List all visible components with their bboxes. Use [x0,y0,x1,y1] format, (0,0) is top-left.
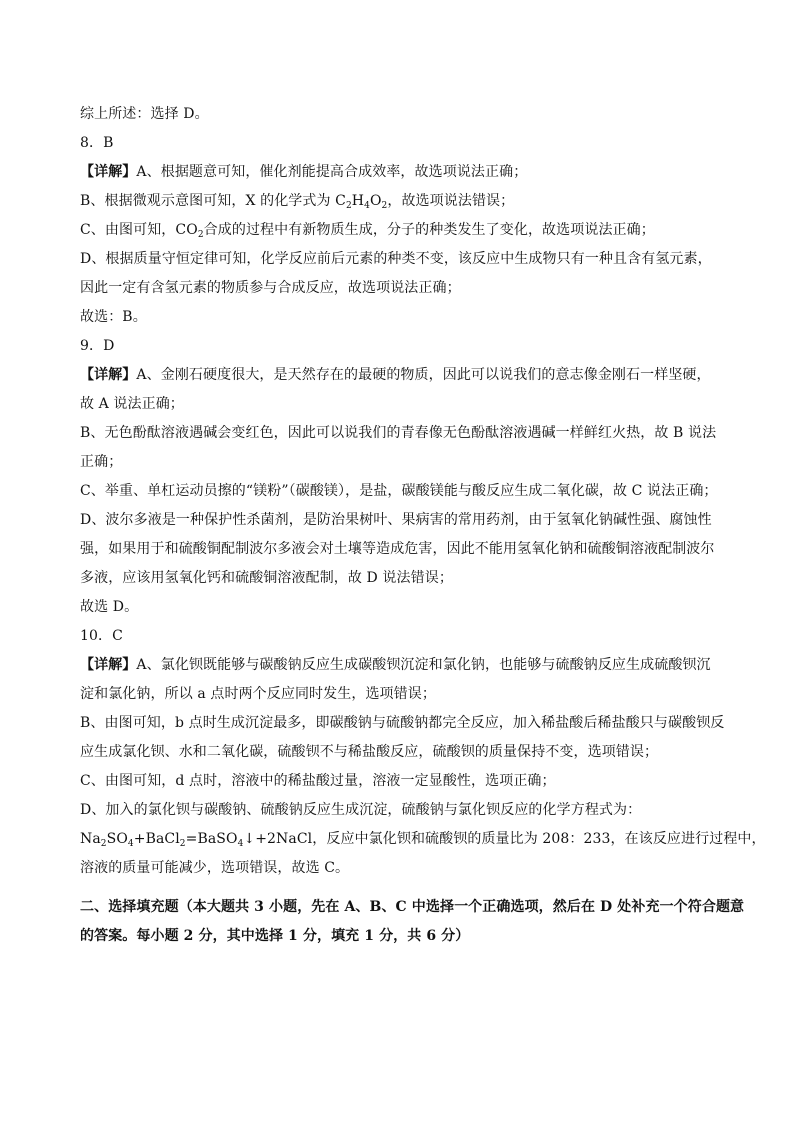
text-run: H [351,193,365,209]
text-line [80,924,720,953]
section-heading-line [80,895,745,924]
text-line [80,131,720,160]
text-run: D、波尔多液是一种保护性杀菌剂，是防治果树叶、果病害的常用药剂，由于氢氧化钠碱性强、腐蚀性 [80,512,712,528]
text-run: +BaCl [133,831,180,847]
text-line [80,392,720,421]
text-line [80,479,720,508]
text-run: A、金刚石硬度很大，是天然存在的最硬的物质，因此可以说我们的意志像金刚石一样坚硬， [136,367,711,383]
text-line [80,276,720,305]
text-line [80,160,720,189]
text-run: 因此一定有含氢元素的物质参与合成反应，故选项说法正确； [80,280,461,296]
text-line [80,624,720,653]
text-line [80,682,720,711]
bold-text: 【详解】 [80,657,137,673]
text-line [80,769,720,798]
text-line [80,798,720,827]
subscript: 2 [345,201,352,211]
subscript: 2 [179,839,186,849]
text-run: D、根据质量守恒定律可知，化学反应前后元素的种类不变，该反应中生成物只有一种且含有氢元素， [80,251,712,267]
text-line [80,305,720,334]
subscript: 2 [100,839,107,849]
bold-text: 二、选择填充题（本大题共 3 小题，先在 A、B、C 中选择一个正确选项，然后在 D 处补充一个符合题意 [80,899,745,915]
text-run: 正确； [80,454,123,470]
text-run: 10．C [80,628,123,644]
text-line [80,247,720,276]
subscript: 4 [127,839,134,849]
subscript: 2 [381,201,388,211]
answer-explanation-text [80,102,766,953]
text-run: B、由图可知，b 点时生成沉淀最多，即碳酸钠与硫酸钠都完全反应，加入稀盐酸后稀盐酸只与碳酸钡反 [80,715,725,731]
text-run: ，故选项说法错误； [387,193,515,209]
text-run: Na [80,831,101,847]
text-run: 故选 D。 [80,599,139,615]
text-line [80,740,720,769]
text-run: B、无色酚酞溶液遇碱会变红色，因此可以说我们的青春像无色酚酞溶液遇碱一样鲜红火热，故 B 说法 [80,425,717,441]
text-run: 强，如果用于和硫酸铜配制波尔多液会对土壤等造成危害，因此不能用氢氧化钠和硫酸铜溶液配制波尔 [80,541,715,557]
text-line [80,595,720,624]
text-line [80,508,720,537]
text-line [80,653,720,682]
text-line [80,189,720,218]
text-run: O [369,193,382,209]
bold-text: 的答案。每小题 2 分，其中选择 1 分，填充 1 分，共 6 分） [80,928,470,944]
text-run: 合成的过程中有新物质生成，分子的种类发生了变化，故选项说法正确； [203,222,655,238]
text-run: B、根据微观示意图可知，X 的化学式为 C [80,193,346,209]
text-run: A、根据题意可知，催化剂能提高合成效率，故选项说法正确； [136,164,528,180]
text-line [80,711,725,740]
text-run: 故 A 说法正确； [80,396,184,412]
text-line [80,218,720,247]
text-run: 溶液的质量可能减少，选项错误，故选 C。 [80,860,350,876]
text-line [80,102,720,131]
text-run: A、氯化钡既能够与碳酸钠反应生成碳酸钡沉淀和氯化钠，也能够与硫酸钠反应生成硫酸钡沉 [136,657,711,673]
text-line [80,421,720,450]
text-run: 综上所述：选择 D。 [80,106,209,122]
text-run: C、举重、单杠运动员擦的“镁粉”（碳酸镁），是盐，碳酸镁能与酸反应生成二氧化碳，故 C 说法正确； [80,483,718,499]
text-line [80,856,720,885]
text-line [80,537,720,566]
subscript: 2 [197,230,204,240]
text-run: 淀和氯化钠，所以 a 点时两个反应同时发生，选项错误； [80,686,436,702]
text-run: C、由图可知，d 点时，溶液中的稀盐酸过量，溶液一定显酸性，选项正确； [80,773,556,789]
text-run: 多液，应该用氢氧化钙和硫酸铜溶液配制，故 D 说法错误； [80,570,453,586]
text-run: =BaSO [185,831,238,847]
text-line [80,450,720,479]
text-run: 8．B [80,135,114,151]
subscript: 4 [237,839,244,849]
bold-text: 【详解】 [80,367,137,383]
text-run: 9．D [80,338,115,354]
bold-text: 【详解】 [80,164,137,180]
text-line [80,566,720,595]
text-run: 应生成氯化钡、水和二氧化碳，硫酸钡不与稀盐酸反应，硫酸钡的质量保持不变，选项错误； [80,744,659,760]
text-run: D、加入的氯化钡与碳酸钠、硫酸钠反应生成沉淀，硫酸钠与氯化钡反应的化学方程式为： [80,802,642,818]
text-run: ↓+2NaCl，反应中氯化钡和硫酸钡的质量比为 208：233，在该反应进行过程中， [243,831,766,847]
text-line [80,363,720,392]
text-line [80,827,766,856]
text-run: 故选：B。 [80,309,147,325]
subscript: 4 [364,201,370,211]
text-run: SO [106,831,128,847]
text-line [80,334,720,363]
text-run: C、由图可知，CO [80,222,198,238]
